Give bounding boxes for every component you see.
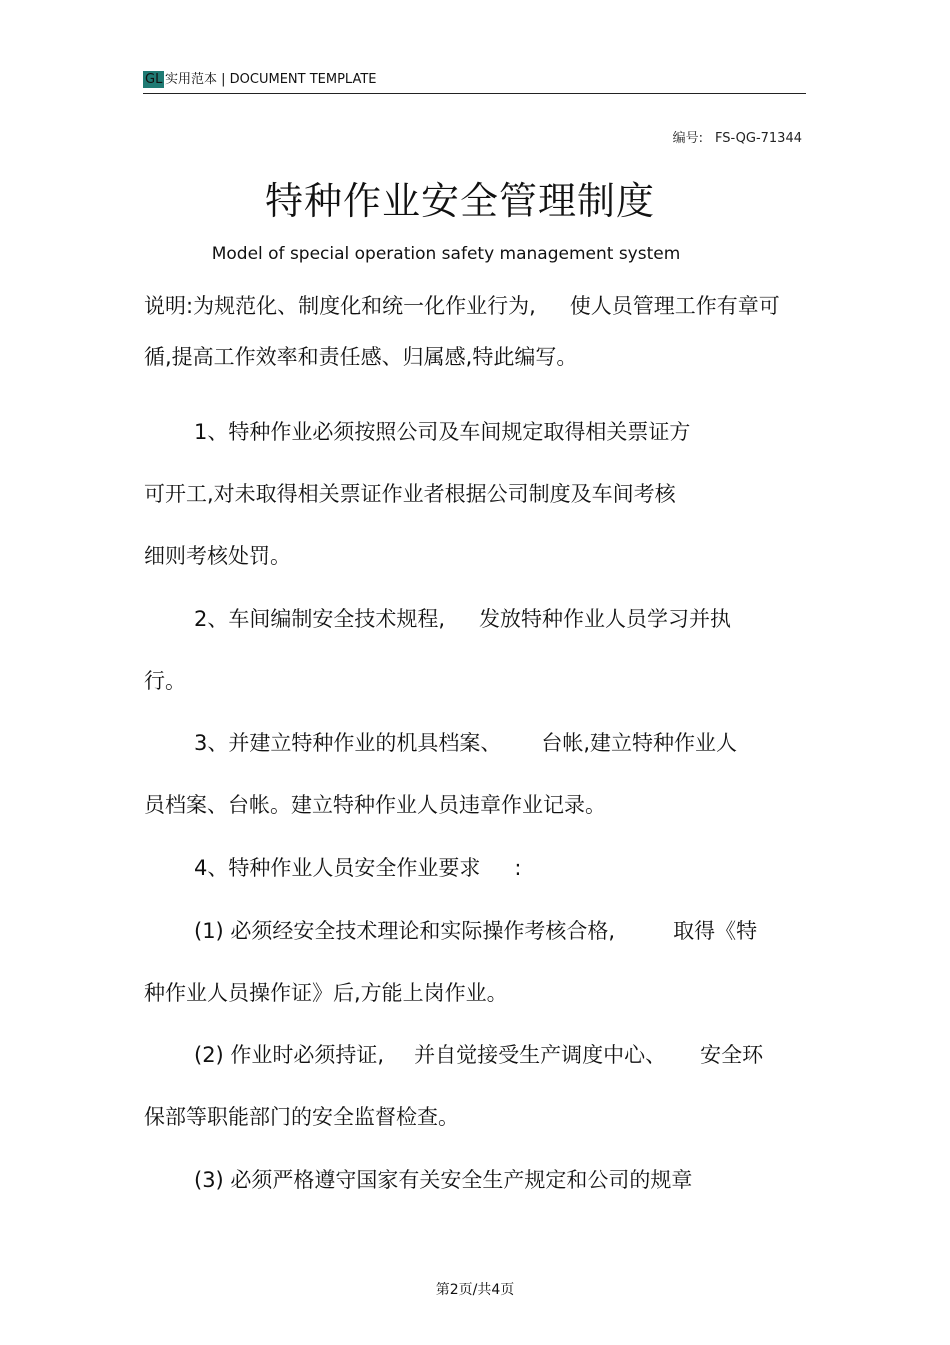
item-3-line-2: 员档案、台帐。建立特种作业人员违章作业记录。 bbox=[144, 793, 606, 817]
subitem-2-line-1 bbox=[194, 1039, 763, 1069]
page-header bbox=[143, 70, 806, 94]
item-4-line-1 bbox=[194, 852, 521, 882]
item-2-text-a: 2、车间编制安全技术规程, bbox=[194, 607, 446, 631]
item-3-text-a: 3、并建立特种作业的机具档案、 bbox=[194, 731, 502, 755]
item-2-line-2: 行。 bbox=[144, 669, 186, 693]
document-title: 特种作业安全管理制度 bbox=[264, 179, 655, 223]
document-subtitle: Model of special operation safety management system bbox=[211, 244, 681, 264]
description-text-b: 使人员管理工作有章可 bbox=[569, 294, 780, 318]
subitem-3-line-1: (3) 必须严格遵守国家有关安全生产规定和公司的规章 bbox=[194, 1168, 693, 1192]
description-text-a: 说明:为规范化、制度化和统一化作业行为, bbox=[144, 294, 536, 318]
document-number bbox=[673, 127, 802, 146]
subitem-1-line-1 bbox=[194, 915, 757, 945]
item-1-line-2: 可开工,对未取得相关票证作业者根据公司制度及车间考核 bbox=[144, 482, 676, 506]
item-4-text-b: : bbox=[514, 856, 522, 880]
subitem-1-text-a: (1) 必须经安全技术理论和实际操作考核合格, bbox=[194, 919, 616, 943]
document-number-label: 编号: bbox=[672, 131, 703, 146]
document-number-value: FS-QG-71344 bbox=[714, 131, 802, 146]
item-2-line-1 bbox=[194, 603, 731, 633]
logo: GL bbox=[145, 72, 163, 87]
item-1-line-3: 细则考核处罚。 bbox=[144, 544, 291, 568]
subitem-1-text-b: 取得《特 bbox=[673, 919, 758, 943]
subitem-1-line-2: 种作业人员操作证》后,方能上岗作业。 bbox=[144, 981, 508, 1005]
description-line-2: 循,提高工作效率和责任感、归属感,特此编写。 bbox=[144, 345, 578, 369]
page-footer: 第2页/共4页 bbox=[435, 1282, 515, 1298]
item-3-line-1 bbox=[194, 727, 737, 757]
subitem-2-text-a: (2) 作业时必须持证, bbox=[194, 1043, 385, 1067]
subitem-2-text-b: 并自觉接受生产调度中心、 bbox=[414, 1043, 667, 1067]
item-2-text-b: 发放特种作业人员学习并执 bbox=[479, 607, 732, 631]
item-3-text-b: 台帐,建立特种作业人 bbox=[541, 731, 738, 755]
item-1-line-1: 1、特种作业必须按照公司及车间规定取得相关票证方 bbox=[194, 420, 691, 444]
description-line-1 bbox=[144, 290, 780, 320]
subitem-2-line-2: 保部等职能部门的安全监督检查。 bbox=[144, 1105, 459, 1129]
item-4-text-a: 4、特种作业人员安全作业要求 bbox=[194, 856, 481, 880]
header-title: 实用范本 | DOCUMENT TEMPLATE bbox=[165, 72, 377, 87]
subitem-2-text-c: 安全环 bbox=[700, 1043, 764, 1067]
